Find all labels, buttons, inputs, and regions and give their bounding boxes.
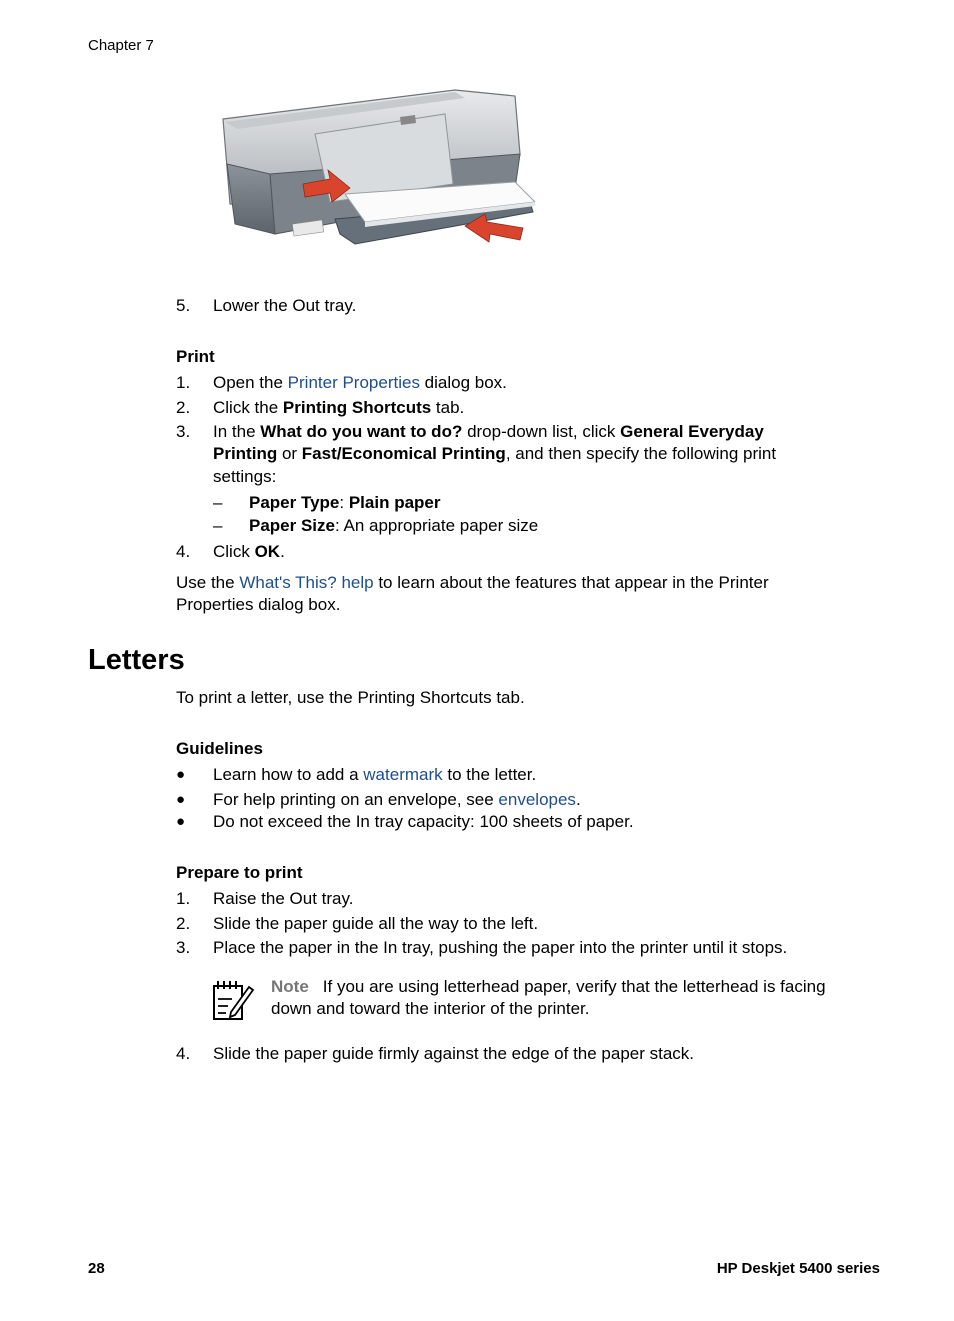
section-title: Letters: [88, 644, 185, 676]
step-number: 2.: [176, 398, 191, 417]
chapter-header: Chapter 7: [88, 37, 154, 54]
product-name: HP Deskjet 5400 series: [716, 1260, 880, 1277]
text: to learn about the features that appear in the Printer: [373, 573, 769, 592]
text: .: [575, 790, 581, 809]
text: Open the: [213, 373, 288, 392]
note-icon: [211, 979, 255, 1023]
dash: –: [213, 493, 223, 512]
text: , and then specify the following print: [505, 444, 777, 463]
step-text: [213, 421, 764, 443]
text: If you are using letterhead paper, verify that the letterhead is facing: [322, 977, 826, 996]
text: Learn how to add a: [213, 765, 364, 784]
envelopes-link[interactable]: envelopes: [498, 790, 576, 809]
bullet: ●: [176, 791, 186, 808]
step-text: [213, 397, 464, 419]
paragraph: Properties dialog box.: [176, 595, 341, 614]
text: .: [280, 542, 285, 561]
step-number: 1.: [176, 889, 191, 908]
text: to the letter.: [442, 765, 537, 784]
step-number: 1.: [176, 373, 191, 392]
note-label: Note: [271, 977, 309, 996]
text: : An appropriate paper size: [335, 516, 539, 535]
text: Click: [213, 542, 255, 561]
step-number: 4.: [176, 1044, 191, 1063]
list-item: Do not exceed the In tray capacity: 100 sheets of paper.: [213, 812, 634, 831]
list-item: [213, 764, 536, 786]
step-number: 3.: [176, 422, 191, 441]
dash: –: [213, 516, 223, 535]
step-number: 2.: [176, 914, 191, 933]
text: For help printing on an envelope, see: [213, 790, 499, 809]
sub-item: [249, 492, 440, 514]
whats-this-help-link[interactable]: What's This? help: [239, 573, 374, 592]
sub-item: [249, 515, 538, 537]
text: Click the: [213, 398, 283, 417]
step-text: settings:: [213, 467, 277, 486]
text: Use the: [176, 573, 240, 592]
prepare-heading: Prepare to print: [176, 863, 303, 882]
bullet: ●: [176, 766, 186, 783]
printer-illustration: [215, 84, 535, 256]
paragraph: [176, 572, 769, 594]
step-text: [213, 443, 776, 465]
step-text: Lower the Out tray.: [213, 296, 357, 315]
text: In the: [213, 422, 261, 441]
bold-text: General Everyday: [620, 422, 764, 441]
bold-text: Printing: [213, 444, 278, 463]
step-text: [213, 541, 285, 563]
page-number: 28: [88, 1260, 105, 1277]
bold-text: Printing Shortcuts: [282, 398, 432, 417]
text: dialog box.: [419, 373, 507, 392]
step-number: 5.: [176, 296, 191, 315]
paragraph: To print a letter, use the Printing Shortcuts tab.: [176, 688, 525, 707]
step-number: 3.: [176, 938, 191, 957]
printer-properties-link[interactable]: Printer Properties: [287, 373, 420, 392]
step-number: 4.: [176, 542, 191, 561]
guidelines-heading: Guidelines: [176, 739, 263, 758]
bold-text: Paper Type: [249, 493, 340, 512]
bold-text: OK: [254, 542, 281, 561]
print-heading: Print: [176, 347, 215, 366]
bullet: ●: [176, 813, 186, 830]
text: or: [277, 444, 302, 463]
watermark-link[interactable]: watermark: [363, 765, 443, 784]
bold-text: Paper Size: [249, 516, 335, 535]
note-text: down and toward the interior of the printer.: [271, 999, 590, 1018]
text: tab.: [431, 398, 465, 417]
bold-text: What do you want to do?: [260, 422, 463, 441]
text: :: [339, 493, 349, 512]
list-item: [213, 789, 581, 811]
bold-text: Fast/Economical Printing: [301, 444, 506, 463]
step-text: Slide the paper guide firmly against the edge of the paper stack.: [213, 1044, 695, 1063]
text: drop-down list, click: [462, 422, 621, 441]
step-text: [213, 372, 507, 394]
bold-text: Plain paper: [348, 493, 441, 512]
step-text: Slide the paper guide all the way to the left.: [213, 914, 539, 933]
step-text: Raise the Out tray.: [213, 889, 354, 908]
note-text: [271, 976, 826, 998]
step-text: Place the paper in the In tray, pushing the paper into the printer until it stops.: [213, 938, 788, 957]
